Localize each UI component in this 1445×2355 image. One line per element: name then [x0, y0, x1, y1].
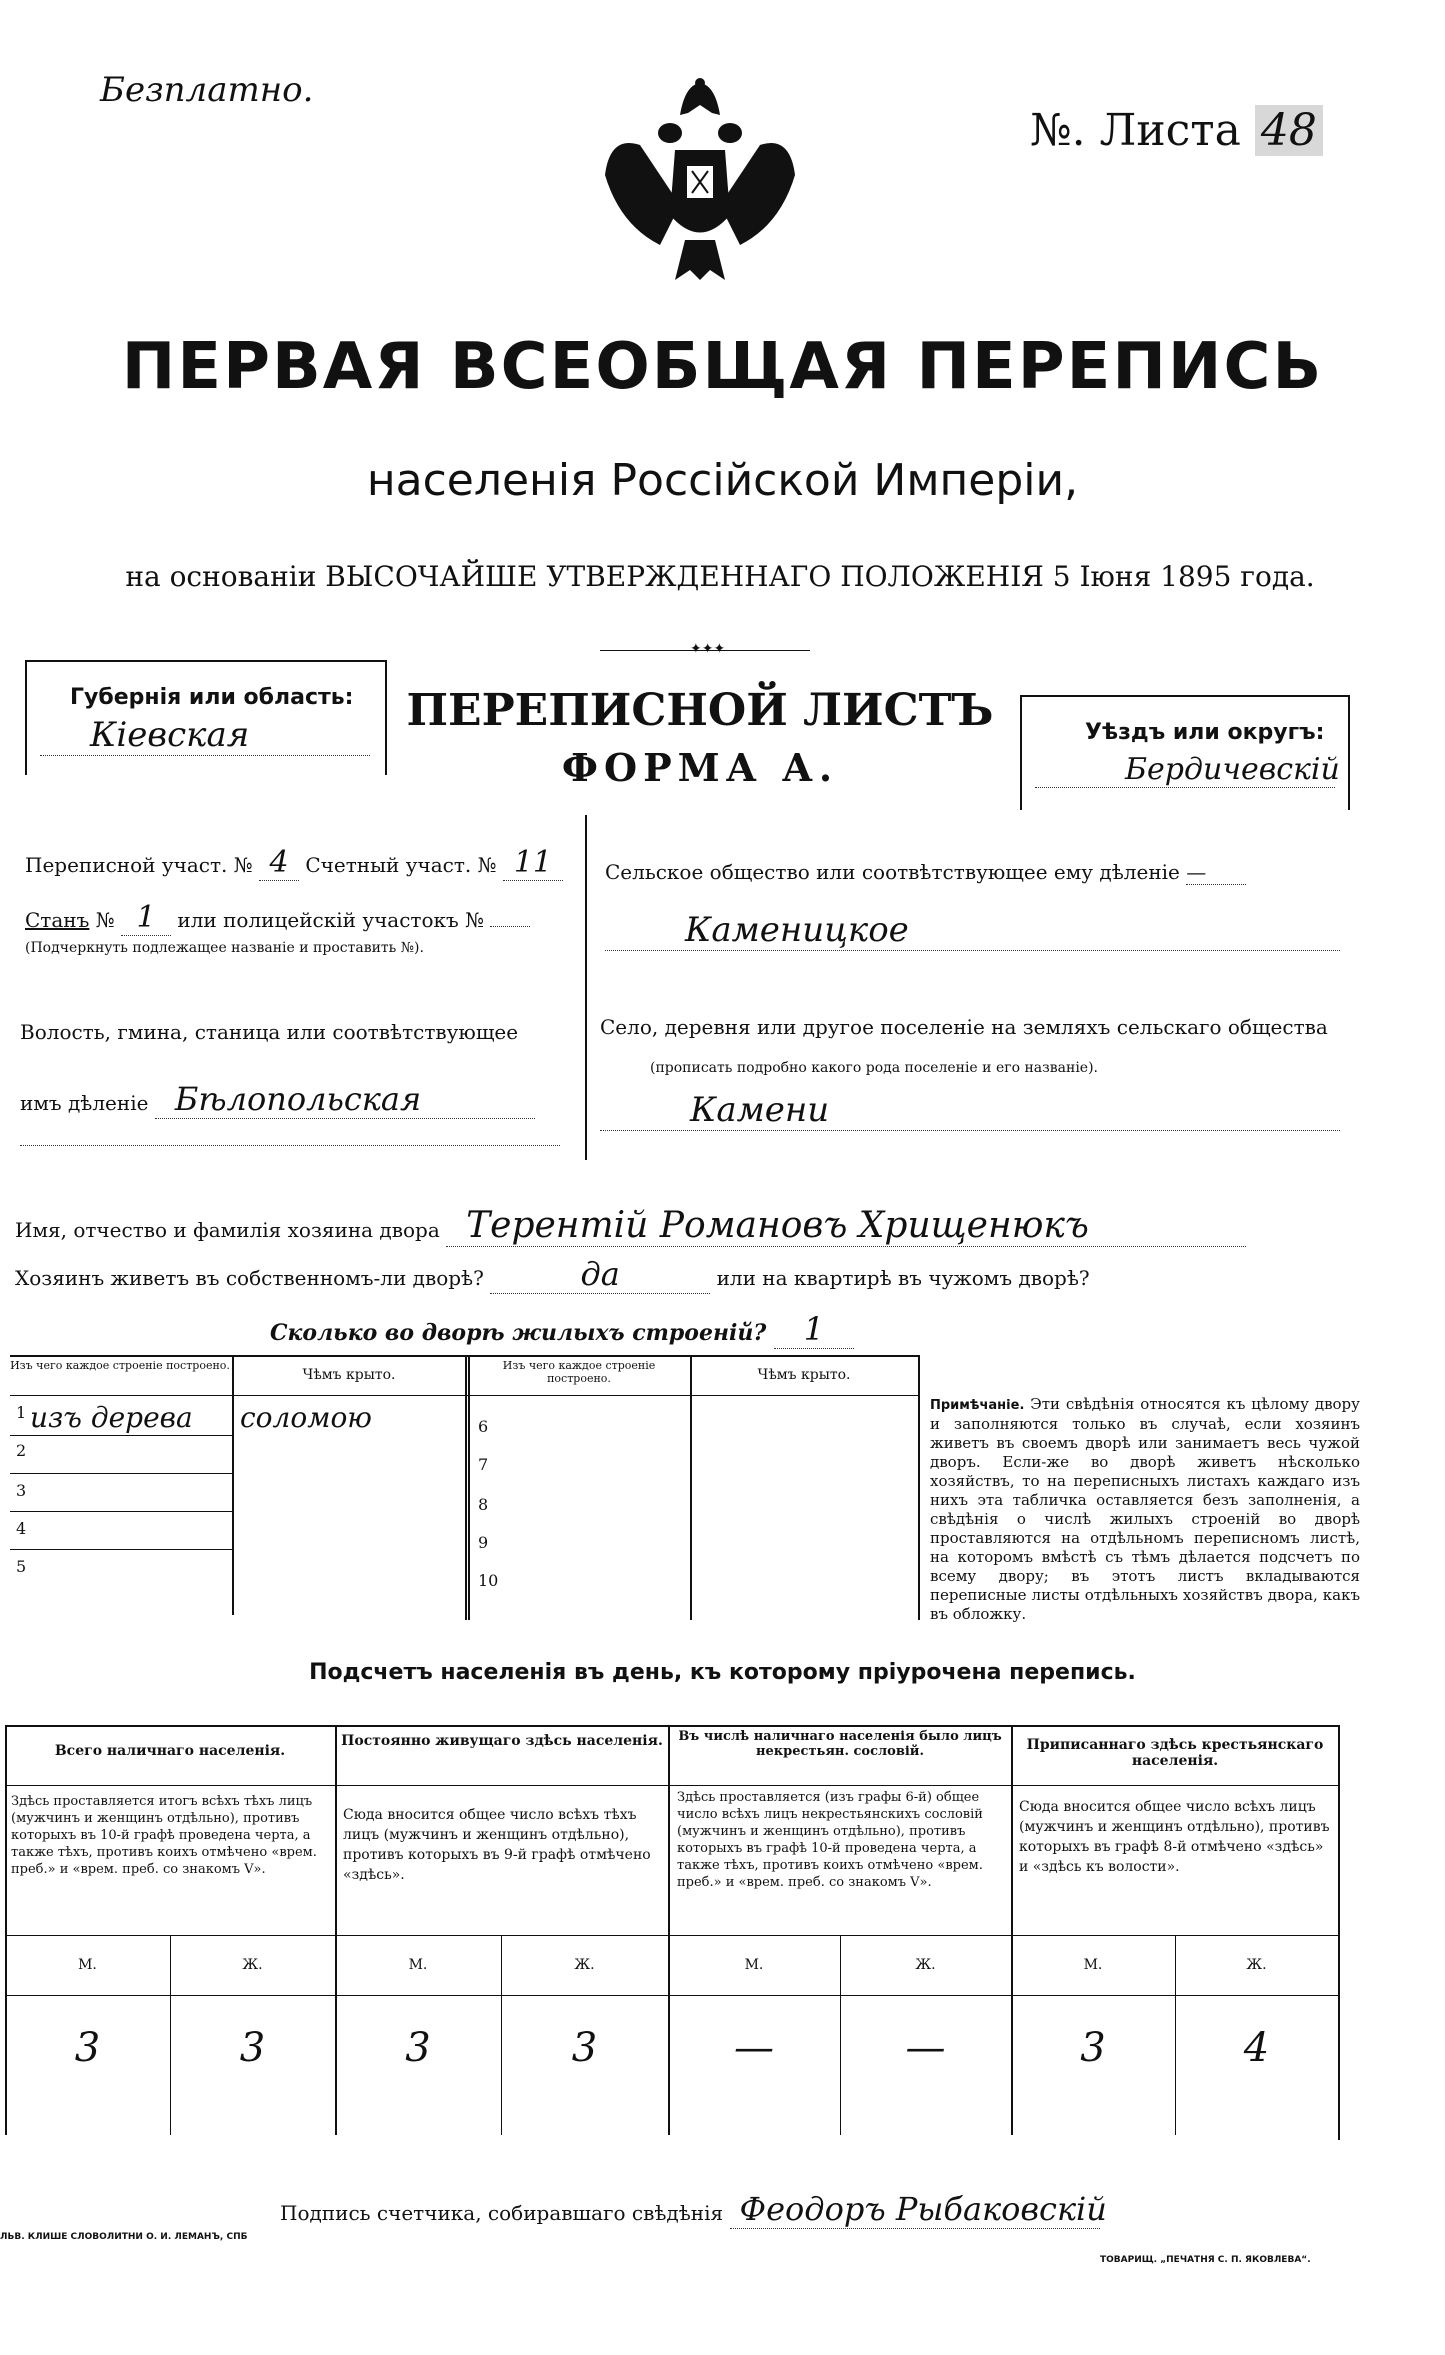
owner-name-value: Терентій Романовъ Хрищенюкъ — [446, 1205, 1246, 1247]
page-subtitle: населенія Россійской Имперіи, — [366, 455, 1079, 506]
pop-col-header: Приписаннаго здѣсь крестьянскаго населенія. — [1026, 1737, 1324, 1769]
buildings-value: 1 — [774, 1310, 854, 1349]
imperial-eagle-icon — [600, 75, 800, 285]
own-yard-value: да — [490, 1255, 710, 1294]
pop-f-value: 4 — [1243, 2025, 1270, 2071]
note-text: Эти свѣдѣнія относятся къ цѣлому двору и заполняются только въ случаѣ, если хозяинъ живетъ въ своемъ дворѣ или занимаетъ весь чужой дворъ. Если-же во дворѣ живетъ нѣсколько хозяйствъ, то на переписныхъ листахъ каждаго изъ нихъ эта табличка оставляется безъ заполненія, а свѣдѣнія о числѣ жилыхъ строеній во дворѣ проставляются на отдѣльномъ переписномъ листѣ, на которомъ вмѣстѣ съ тѣмъ дѣлается подсчетъ по всему двору; въ этотъ листъ вкладываются переписные листы отдѣльныхъ хозяйствъ двора, какъ въ обложку. — [930, 1395, 1360, 1623]
col-roof-header: Чѣмъ крыто. — [302, 1367, 396, 1383]
pop-f-value: 3 — [571, 2025, 598, 2071]
population-table — [5, 1725, 1340, 2140]
pop-m-value: 3 — [74, 2025, 101, 2071]
note-label: Примѣчаніе. — [930, 1398, 1025, 1413]
police-label: или полицейскій участокъ № — [177, 908, 485, 932]
col-roof-header-2: Чѣмъ крыто. — [757, 1367, 851, 1383]
stan-row — [25, 900, 530, 936]
underline-note: (Подчеркнуть подлежащее названіе и проставить №). — [25, 940, 424, 956]
pop-f-label: Ж. — [915, 1957, 936, 1973]
row-number: 5 — [16, 1557, 27, 1576]
census-section-value: 4 — [259, 845, 299, 881]
pop-f-label: Ж. — [574, 1957, 595, 1973]
owner-name-label: Имя, отчество и фамилія хозяина двора — [15, 1218, 440, 1242]
pop-col-desc: Здѣсь проставляется (изъ графы 6-й) общее число всѣхъ лицъ некрестьянскихъ сословій (мужчинъ и женщинъ отдѣльно), противъ которыхъ въ графѣ 10-й проведена черта, а также тѣхъ, противъ коихъ отмѣчено «врем. преб.» и «врем. преб. со знакомъ V». — [677, 1790, 983, 1890]
district-label: Уѣздъ или округъ: — [1085, 720, 1325, 745]
province-label: Губернія или область: — [70, 685, 354, 710]
village-label — [600, 1015, 1328, 1039]
buildings-table — [10, 1355, 920, 1620]
note-block — [930, 1395, 1360, 1624]
own-yard-label: Хозяинъ живетъ въ собственномъ-ли дворѣ? — [15, 1266, 484, 1290]
pop-f-value: — — [905, 2025, 946, 2071]
signature-row — [280, 2190, 1107, 2229]
pop-m-label: М. — [744, 1957, 764, 1973]
volost-value: Бѣлопольская — [155, 1080, 535, 1119]
print-left: ЛЬВ. КЛИШЕ СЛОВОЛИТНИ О. И. ЛЕМАНЪ, СПБ — [0, 2232, 248, 2242]
signature-label: Подпись счетчика, собиравшаго свѣдѣнія — [280, 2201, 724, 2225]
pop-col-header: Въ числѣ наличнаго населенія было лицъ некрестьян. сословій. — [678, 1729, 1002, 1759]
pop-col-desc: Здѣсь проставляется итогъ всѣхъ тѣхъ лицъ (мужчинъ и женщинъ отдѣльно), противъ которыхъ въ 10-й графѣ проведена черта, а также тѣхъ, противъ коихъ отмѣчено «врем. преб.» и «врем. преб. со знакомъ V». — [11, 1794, 317, 1877]
volost-label: Волость, гмина, станица или соотвѣтствующее — [20, 1020, 519, 1044]
signature-value: Феодоръ Рыбаковскій — [730, 2190, 1100, 2229]
ornament-center: ✦✦✦ — [690, 641, 726, 657]
pop-f-label: Ж. — [242, 1957, 263, 1973]
society-value: Каменицкое — [605, 910, 1340, 951]
col-material-header-2: Изъ чего каждое строеніе построено. — [502, 1359, 656, 1385]
village-label-text: Село, деревня или другое поселеніе на земляхъ сельскаго общества — [600, 1015, 1328, 1039]
row-number: 3 — [16, 1481, 27, 1500]
stan-label: Станъ — [25, 908, 90, 932]
page-basis: на основаніи ВЫСОЧАЙШЕ УТВЕРЖДЕННАГО ПОЛОЖЕНІЯ 5 Іюня 1895 года. — [125, 560, 1315, 593]
row-roof: соломою — [240, 1401, 372, 1434]
row-material: изъ дерева — [30, 1401, 193, 1434]
row-number: 10 — [478, 1571, 499, 1590]
row-number: 4 — [16, 1519, 27, 1538]
stan-no-label: № — [95, 908, 115, 932]
buildings-row — [270, 1310, 854, 1349]
sheet-number-value: 48 — [1255, 105, 1323, 156]
society-label: Сельское общество или соотвѣтствующее ему дѣленіе — [605, 860, 1180, 884]
print-right: ТОВАРИЩ. „ПЕЧАТНЯ С. П. ЯКОВЛЕВА“. — [1100, 2255, 1311, 2265]
row-number: 7 — [478, 1455, 489, 1474]
sheet-number-label: №. Листа — [1030, 105, 1241, 156]
row-number: 1 — [16, 1403, 27, 1422]
row-number: 2 — [16, 1441, 27, 1460]
pop-m-label: М. — [1083, 1957, 1103, 1973]
pop-m-value: — — [734, 2025, 774, 2071]
volost-row — [20, 1080, 535, 1119]
pop-f-label: Ж. — [1246, 1957, 1267, 1973]
page-title: ПЕРВАЯ ВСЕОБЩАЯ ПЕРЕПИСЬ — [121, 330, 1324, 404]
col-material-header: Изъ чего каждое строеніе построено. — [10, 1359, 230, 1372]
sheet-number — [1030, 105, 1323, 156]
pop-m-label: М. — [408, 1957, 428, 1973]
census-section-row — [25, 845, 563, 881]
volost-label-2: имъ дѣленіе — [20, 1091, 149, 1115]
pop-m-value: 3 — [1080, 2025, 1106, 2071]
village-value: Камени — [600, 1090, 1340, 1131]
form-title: ПЕРЕПИСНОЙ ЛИСТЪ — [406, 685, 994, 736]
own-yard-row — [15, 1255, 1090, 1294]
pop-col-desc: Сюда вносится общее число всѣхъ тѣхъ лицъ (мужчинъ и женщинъ отдѣльно), противъ которыхъ въ 9-й графѣ отмѣчено «здѣсь». — [343, 1807, 651, 1883]
pop-col-desc: Сюда вносится общее число всѣхъ лицъ (мужчинъ и женщинъ отдѣльно), противъ которыхъ въ графѣ 8-й отмѣчено «здѣсь» и «здѣсь къ волости». — [1019, 1799, 1330, 1875]
province-value: Кіевская — [40, 715, 370, 756]
census-section-label: Переписной участ. № — [25, 853, 253, 877]
pop-m-label: М. — [78, 1957, 97, 1973]
rented-label: или на квартирѣ въ чужомъ дворѣ? — [716, 1266, 1090, 1290]
buildings-label: Сколько во дворѣ жилыхъ строеній? — [270, 1320, 767, 1346]
pop-m-value: 3 — [405, 2025, 431, 2071]
society-dash: — — [1186, 860, 1246, 885]
owner-name-row — [15, 1205, 1246, 1247]
society-row — [605, 860, 1246, 885]
village-note: (прописать подробно какого рода поселеніе и его названіе). — [650, 1060, 1098, 1076]
count-section-label: Счетный участ. № — [305, 853, 497, 877]
row-number: 8 — [478, 1495, 489, 1514]
pop-f-value: 3 — [239, 2025, 266, 2071]
stan-value: 1 — [121, 900, 171, 936]
pop-col-header: Всего наличнаго населенія. — [54, 1743, 286, 1759]
population-title: Подсчетъ населенія въ день, къ которому пріурочена перепись. — [309, 1660, 1136, 1685]
pop-col-header: Постоянно живущаго здѣсь населенія. — [341, 1733, 663, 1749]
count-section-value: 11 — [503, 845, 563, 881]
district-value: Бердичевскій — [1035, 752, 1335, 788]
free-label: Безплатно. — [100, 70, 314, 110]
row-number: 6 — [478, 1417, 489, 1436]
row-number: 9 — [478, 1533, 489, 1552]
form-type: ФОРМА А. — [561, 745, 839, 790]
